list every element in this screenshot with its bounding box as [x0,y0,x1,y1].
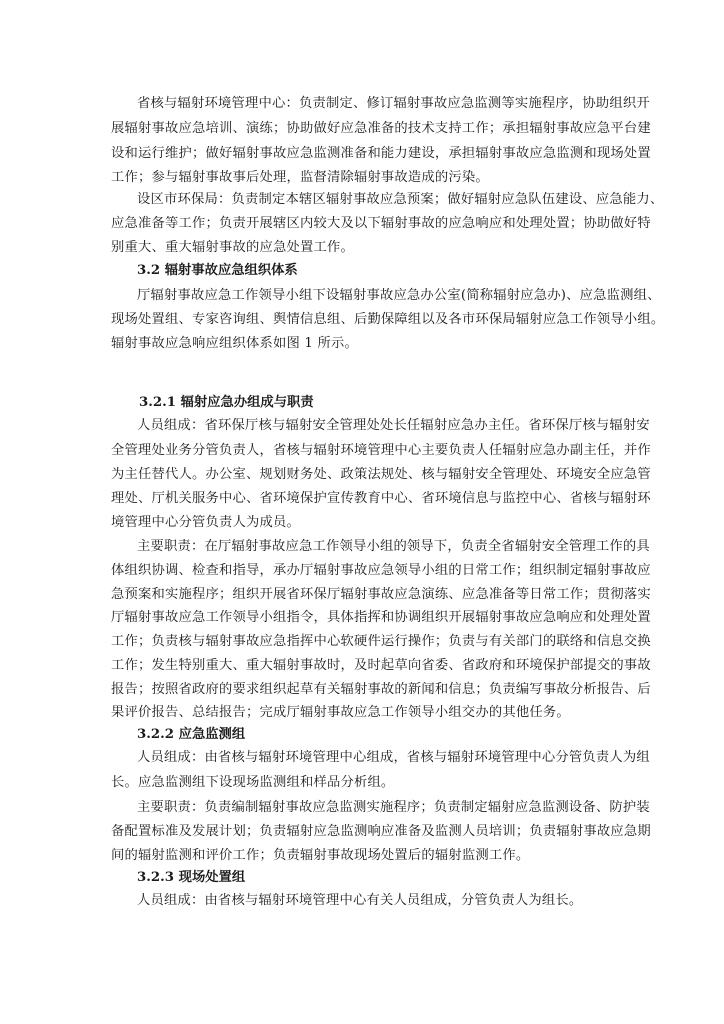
paragraph-line: 体组织协调、检查和指导，承办厅辐射事故应急领导小组的日常工作；组织制定辐射事故应 [111,563,651,578]
paragraph-line: 设和运行维护；做好辐射事故应急监测准备和能力建设，承担辐射事故应急监测和现场处置 [111,146,651,161]
paragraph-line: 展辐射事故应急培训、演练；协助做好应急准备的技术支持工作；承担辐射事故应急平台建 [111,121,651,136]
paragraph-line: 别重大、重大辐射事故的应急处置工作。 [111,240,354,255]
paragraph-line: 主要职责：负责编制辐射事故应急监测实施程序；负责制定辐射应急监测设备、防护装 [137,800,650,815]
paragraph-line: 工作；发生特别重大、重大辐射事故时，及时起草向省委、省政府和环境保护部提交的事故 [111,658,651,673]
paragraph-line: 长。应急监测组下设现场监测组和样品分析组。 [111,775,395,790]
paragraph-line: 主要职责：在厅辐射事故应急工作领导小组的领导下，负责全省辐射安全管理工作的具 [137,539,650,554]
paragraph-line: 厅辐射事故应急工作领导小组指令，具体指挥和协调组织开展辐射事故应急响应和处理处置 [111,610,651,625]
paragraph-line: 报告；按照省政府的要求组织起草有关辐射事故的新闻和信息；负责编写事故分析报告、后 [111,682,651,697]
paragraph-line: 辐射事故应急响应组织体系如图 1 所示。 [111,336,358,351]
paragraph-line: 设区市环保局：负责制定本辖区辐射事故应急预案；做好辐射应急队伍建设、应急能力、 [137,192,664,207]
paragraph-line: 备配置标准及发展计划；负责辐射应急监测响应准备及监测人员培训；负责辐射事故应急期 [111,824,651,839]
paragraph-line: 理处、厅机关服务中心、省环境保护宣传教育中心、省环境信息与监控中心、省核与辐射环 [111,491,651,506]
paragraph-line: 境管理中心分管负责人为成员。 [111,515,300,530]
paragraph-line: 人员组成：由省核与辐射环境管理中心有关人员组成，分管负责人为组长。 [137,893,583,908]
paragraph-line: 应急准备等工作；负责开展辖区内较大及以下辐射事故的应急响应和处理处置；协助做好特 [111,216,651,231]
subsection-heading: 3.2.2 应急监测组 [137,727,246,742]
subsection-heading: 3.2.1 辐射应急办组成与职责 [139,395,314,410]
subsection-heading: 3.2.3 现场处置组 [137,870,246,885]
paragraph-line: 厅辐射事故应急工作领导小组下设辐射事故应急办公室(简称辐射应急办)、应急监测组、 [137,288,661,303]
paragraph-line: 全管理处业务分管负责人，省核与辐射环境管理中心主要负责人任辐射应急办副主任，并作 [111,443,651,458]
paragraph-line: 现场处置组、专家咨询组、舆情信息组、后勤保障组以及各市环保局辐射应急工作领导小组。 [111,312,665,327]
section-heading: 3.2 辐射事故应急组织体系 [137,263,298,278]
paragraph-line: 人员组成：省环保厅核与辐射安全管理处处长任辐射应急办主任。省环保厅核与辐射安 [137,418,650,433]
paragraph-line: 工作；负责核与辐射事故应急指挥中心软硬件运行操作；负责与有关部门的联络和信息交换 [111,634,651,649]
paragraph-line: 急预案和实施程序；组织开展省环保厅辐射事故应急演练、应急准备等日常工作；贯彻落实 [111,587,651,602]
paragraph-line: 工作；参与辐射事故事后处理，监督清除辐射事故造成的污染。 [111,170,489,185]
paragraph-line: 间的辐射监测和评价工作；负责辐射事故现场处置后的辐射监测工作。 [111,848,530,863]
paragraph-line: 人员组成：由省核与辐射环境管理中心组成，省核与辐射环境管理中心分管负责人为组 [137,750,650,765]
paragraph-line: 为主任替代人。办公室、规划财务处、政策法规处、核与辐射安全管理处、环境安全应急管 [111,467,651,482]
paragraph-line: 省核与辐射环境管理中心：负责制定、修订辐射事故应急监测等实施程序，协助组织开 [137,96,650,111]
paragraph-line: 果评价报告、总结报告；完成厅辐射事故应急工作领导小组交办的其他任务。 [111,705,570,720]
